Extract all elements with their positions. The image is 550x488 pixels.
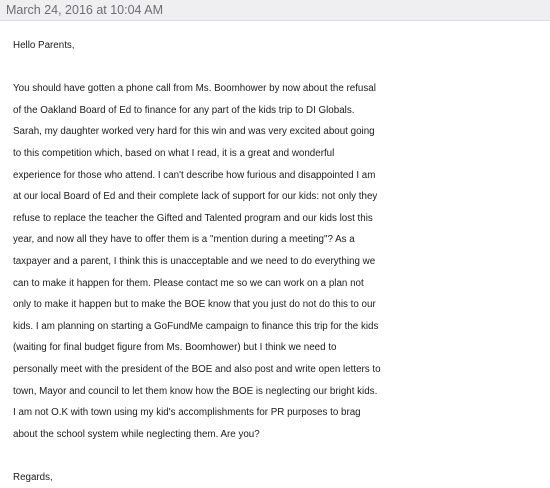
email-body-line: to this competition which, based on what I read, it is a great and wonderful xyxy=(13,147,335,159)
email-body-line: only to make it happen but to make the BOE know that you just do not do this to our xyxy=(13,299,376,311)
email-body-line: personally meet with the president of the BOE and also post and write open letters to xyxy=(13,363,381,375)
email-body-line: town, Mayor and council to let them know how the BOE is neglecting our bright kids. xyxy=(13,385,378,397)
email-body-line: at our local Board of Ed and their complete lack of support for our kids: not only they xyxy=(13,191,378,203)
email-body-line: kids. I am planning on starting a GoFundMe campaign to finance this trip for the kids xyxy=(13,320,379,332)
email-body-line: Sarah, my daughter worked very hard for this win and was very excited about going xyxy=(13,126,375,138)
email-body-line: taxpayer and a parent, I think this is unacceptable and we need to do everything we xyxy=(13,255,376,267)
email-body-line: refuse to replace the teacher the Gifted and Talented program and our kids lost this xyxy=(13,212,373,224)
email-body-line: experience for those who attend. I can't describe how furious and disappointed I am xyxy=(13,169,376,181)
email-body-line: You should have gotten a phone call from Ms. Boomhower by now about the refusal xyxy=(13,83,376,95)
email-body xyxy=(13,35,549,488)
email-body-line: year, and now all they have to offer them is a "mention during a meeting"? As a xyxy=(13,234,355,246)
email-signoff: Regards, xyxy=(13,471,53,483)
email-body-line: can to make it happen for them. Please contact me so we can work on a plan not xyxy=(13,277,364,289)
email-header-bar xyxy=(0,0,550,21)
email-body-line: of the Oakland Board of Ed to finance for any part of the kids trip to DI Globals. xyxy=(13,104,355,116)
email-greeting: Hello Parents, xyxy=(13,40,75,51)
email-body-line: I am not O.K with town using my kid's accomplishments for PR purposes to brag xyxy=(13,407,361,419)
email-body-line: about the school system while neglecting them. Are you? xyxy=(13,428,260,440)
email-timestamp: March 24, 2016 at 10:04 AM xyxy=(6,3,164,17)
email-body-line: (waiting for final budget figure from Ms. Boomhower) but I think we need to xyxy=(13,342,337,354)
